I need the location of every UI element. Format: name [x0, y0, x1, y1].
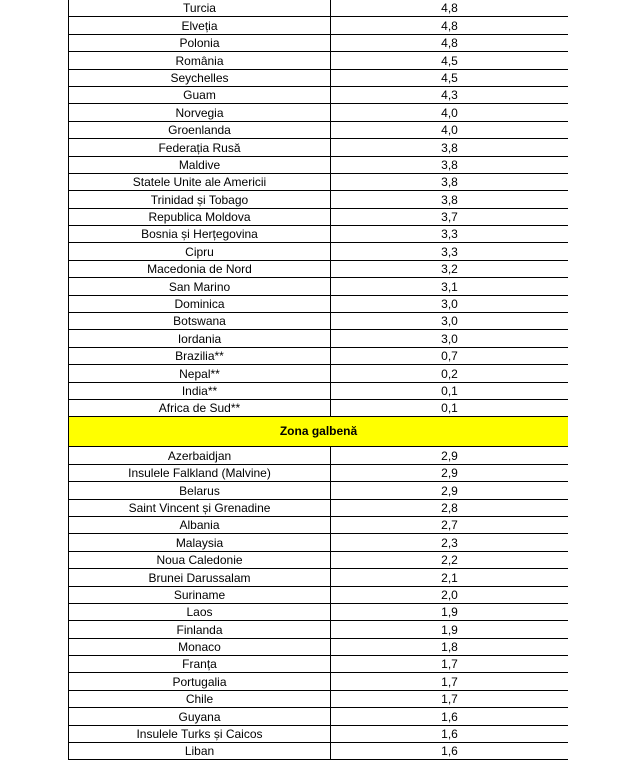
- table-row: [69, 191, 569, 208]
- country-cell: Brunei Darussalam: [69, 569, 331, 586]
- country-cell: Liban: [69, 743, 331, 760]
- value-cell: 2,3: [331, 534, 569, 551]
- value-cell: 4,8: [331, 17, 569, 34]
- value-cell: 4,3: [331, 86, 569, 103]
- value-cell: 3,7: [331, 208, 569, 225]
- country-cell: Guyana: [69, 708, 331, 725]
- value-cell: 3,8: [331, 191, 569, 208]
- value-cell: 1,9: [331, 603, 569, 620]
- country-cell: Cipru: [69, 243, 331, 260]
- table-row: [69, 464, 569, 481]
- country-cell: India**: [69, 382, 331, 399]
- table-row: [69, 586, 569, 603]
- table-row: [69, 551, 569, 568]
- table-row: [69, 399, 569, 416]
- value-cell: 3,8: [331, 156, 569, 173]
- yellow-zone-header-section: [69, 417, 569, 447]
- table-row: [69, 86, 569, 103]
- yellow-zone-section: [69, 447, 569, 760]
- table-row: [69, 260, 569, 277]
- value-cell: 0,1: [331, 399, 569, 416]
- value-cell: 2,1: [331, 569, 569, 586]
- country-cell: Statele Unite ale Americii: [69, 173, 331, 190]
- value-cell: 4,5: [331, 69, 569, 86]
- table-row: [69, 708, 569, 725]
- table-row: [69, 638, 569, 655]
- country-cell: Turcia: [69, 0, 331, 17]
- table-row: [69, 0, 569, 17]
- table-row: [69, 516, 569, 533]
- value-cell: 2,0: [331, 586, 569, 603]
- table-row: [69, 690, 569, 707]
- value-cell: 3,2: [331, 260, 569, 277]
- table-row: [69, 365, 569, 382]
- value-cell: 4,0: [331, 104, 569, 121]
- table-row: [69, 499, 569, 516]
- table-row: [69, 347, 569, 364]
- table-row: [69, 330, 569, 347]
- value-cell: 2,9: [331, 447, 569, 464]
- country-cell: Nepal**: [69, 365, 331, 382]
- value-cell: 2,2: [331, 551, 569, 568]
- table-row: [69, 17, 569, 34]
- country-cell: Malaysia: [69, 534, 331, 551]
- country-cell: Bosnia și Herțegovina: [69, 226, 331, 243]
- country-cell: Laos: [69, 603, 331, 620]
- country-cell: Insulele Falkland (Malvine): [69, 464, 331, 481]
- table-row: [69, 173, 569, 190]
- country-cell: Federația Rusă: [69, 139, 331, 156]
- table-row: [69, 121, 569, 138]
- table-row: [69, 603, 569, 620]
- table-row: [69, 482, 569, 499]
- country-cell: Monaco: [69, 638, 331, 655]
- value-cell: 3,0: [331, 330, 569, 347]
- table-row: [69, 208, 569, 225]
- value-cell: 3,3: [331, 226, 569, 243]
- country-cell: Macedonia de Nord: [69, 260, 331, 277]
- value-cell: 3,8: [331, 139, 569, 156]
- country-cell: Norvegia: [69, 104, 331, 121]
- value-cell: 3,0: [331, 313, 569, 330]
- value-cell: 1,6: [331, 708, 569, 725]
- yellow-zone-header-row: [69, 417, 569, 447]
- table-row: [69, 52, 569, 69]
- value-cell: 1,7: [331, 656, 569, 673]
- country-cell: Insulele Turks și Caicos: [69, 725, 331, 742]
- country-cell: Maldive: [69, 156, 331, 173]
- red-zone-section: [69, 0, 569, 417]
- value-cell: 3,1: [331, 278, 569, 295]
- country-cell: Azerbaidjan: [69, 447, 331, 464]
- value-cell: 4,5: [331, 52, 569, 69]
- value-cell: 4,0: [331, 121, 569, 138]
- country-cell: Suriname: [69, 586, 331, 603]
- country-cell: România: [69, 52, 331, 69]
- country-cell: Trinidad și Tobago: [69, 191, 331, 208]
- value-cell: 1,8: [331, 638, 569, 655]
- table-row: [69, 243, 569, 260]
- country-cell: Saint Vincent și Grenadine: [69, 499, 331, 516]
- country-cell: Chile: [69, 690, 331, 707]
- value-cell: 0,2: [331, 365, 569, 382]
- table-row: [69, 534, 569, 551]
- value-cell: 1,6: [331, 743, 569, 760]
- value-cell: 0,1: [331, 382, 569, 399]
- value-cell: 1,6: [331, 725, 569, 742]
- table-row: [69, 226, 569, 243]
- table-row: [69, 104, 569, 121]
- country-cell: Franța: [69, 656, 331, 673]
- table-row: [69, 382, 569, 399]
- table-row: [69, 139, 569, 156]
- country-cell: Seychelles: [69, 69, 331, 86]
- country-cell: Botswana: [69, 313, 331, 330]
- value-cell: 0,7: [331, 347, 569, 364]
- table-row: [69, 156, 569, 173]
- country-cell: Africa de Sud**: [69, 399, 331, 416]
- value-cell: 4,8: [331, 0, 569, 17]
- value-cell: 4,8: [331, 34, 569, 51]
- country-cell: Brazilia**: [69, 347, 331, 364]
- table-row: [69, 673, 569, 690]
- table-row: [69, 725, 569, 742]
- country-cell: Dominica: [69, 295, 331, 312]
- country-cell: Guam: [69, 86, 331, 103]
- table-row: [69, 295, 569, 312]
- table-row: [69, 34, 569, 51]
- country-cell: Republica Moldova: [69, 208, 331, 225]
- country-cell: Albania: [69, 516, 331, 533]
- value-cell: 2,9: [331, 482, 569, 499]
- table-row: [69, 313, 569, 330]
- value-cell: 3,3: [331, 243, 569, 260]
- country-cell: Elveția: [69, 17, 331, 34]
- table-row: [69, 656, 569, 673]
- country-rate-table: [68, 0, 568, 760]
- value-cell: 2,9: [331, 464, 569, 481]
- table-row: [69, 569, 569, 586]
- country-cell: Noua Caledonie: [69, 551, 331, 568]
- table-row: [69, 621, 569, 638]
- country-cell: Belarus: [69, 482, 331, 499]
- country-cell: Polonia: [69, 34, 331, 51]
- table-row: [69, 278, 569, 295]
- value-cell: 3,0: [331, 295, 569, 312]
- value-cell: 1,7: [331, 690, 569, 707]
- country-cell: Finlanda: [69, 621, 331, 638]
- table-row: [69, 447, 569, 464]
- country-cell: Groenlanda: [69, 121, 331, 138]
- country-cell: Iordania: [69, 330, 331, 347]
- value-cell: 1,9: [331, 621, 569, 638]
- table-row: [69, 743, 569, 760]
- value-cell: 3,8: [331, 173, 569, 190]
- country-cell: San Marino: [69, 278, 331, 295]
- country-rate-table-wrapper: [68, 0, 568, 779]
- value-cell: 2,7: [331, 516, 569, 533]
- country-cell: Portugalia: [69, 673, 331, 690]
- value-cell: 1,7: [331, 673, 569, 690]
- table-row: [69, 69, 569, 86]
- value-cell: 2,8: [331, 499, 569, 516]
- yellow-zone-title: Zona galbenă: [69, 417, 569, 447]
